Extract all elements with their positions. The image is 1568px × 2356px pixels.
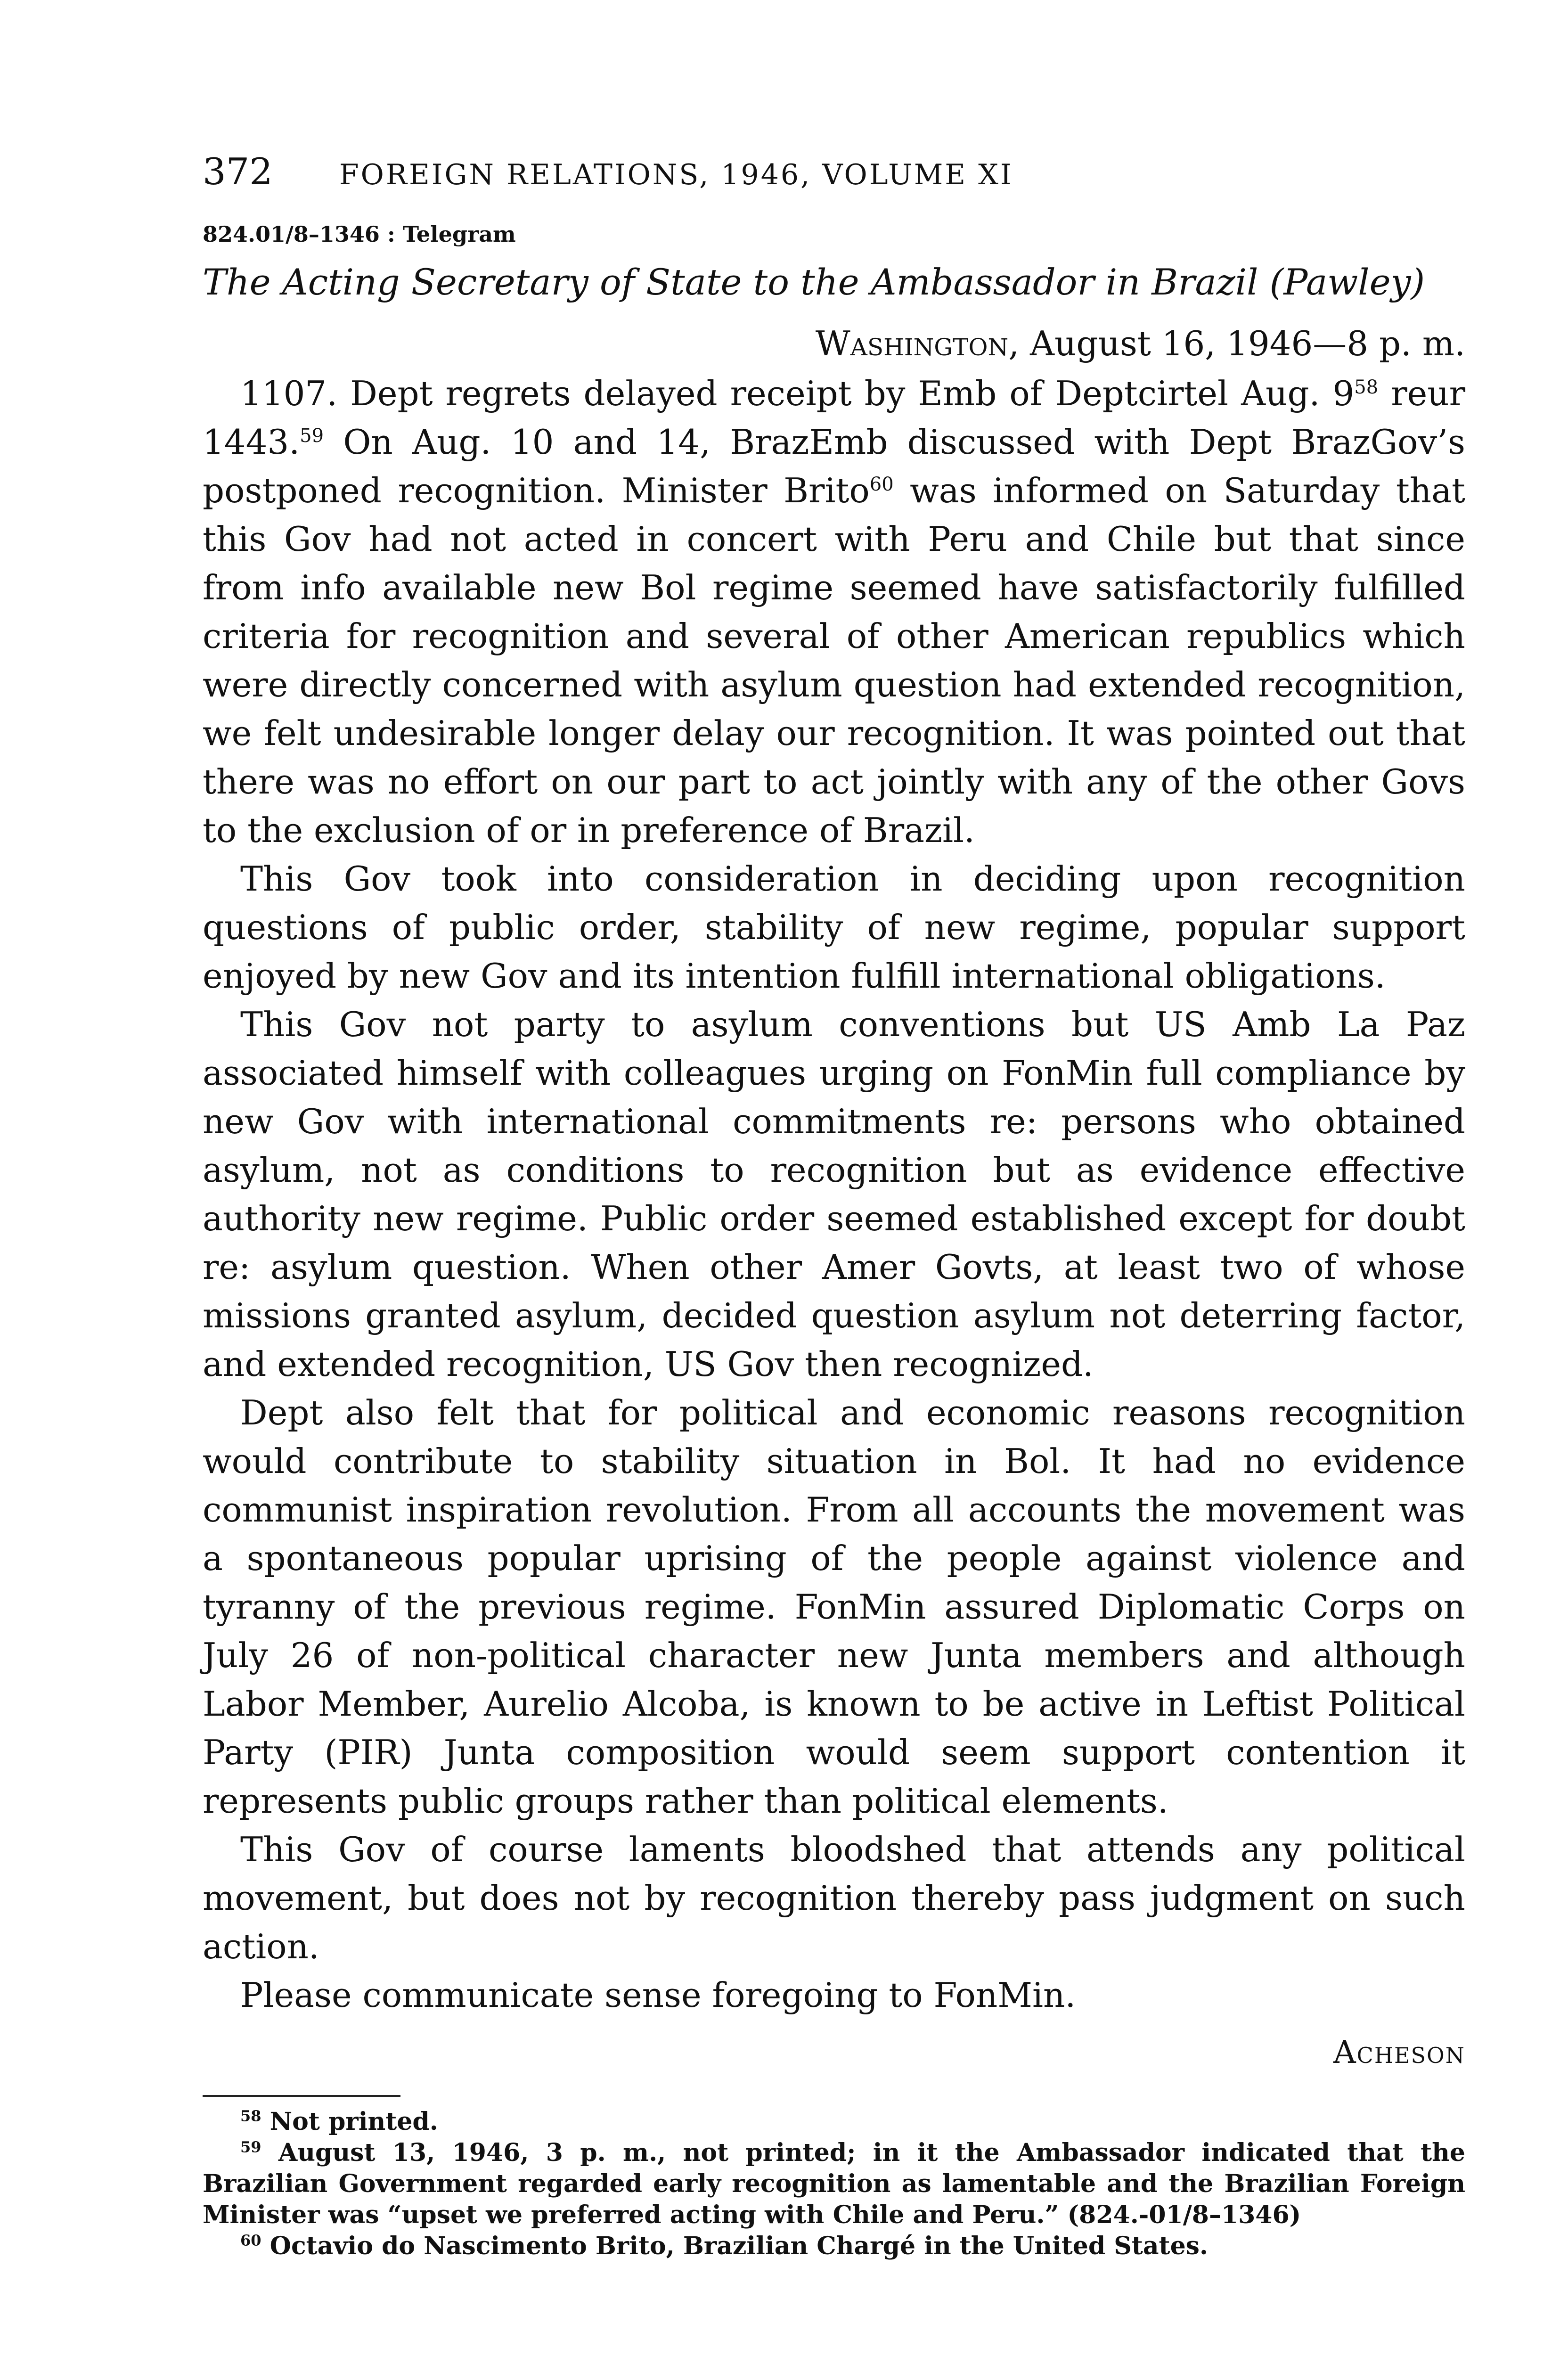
footnote-ref-60[interactable]: 60 [869,474,894,495]
signature: Acheson [1333,2034,1465,2070]
document-id: 824.01/8–1346 : Telegram [203,221,516,247]
paragraph-4: Dept also felt that for political and economic reasons recognition would contribute to stability situation in Bol. It had no evidence communist inspiration revolution. From all accounts the movement was a spontaneous popular uprising of the people against violence and tyranny of the previous regime. FonMin assured Diplomatic Corps on July 26 of non-political character new Junta members and although Labor Member, Aurelio Alcoba, is known to be active in Leftist Political Party (PIR) Junta composition would seem support contention it represents public groups rather than political elements. [203,1393,1465,1821]
paragraph-5: This Gov of course laments bloodshed that attends any political movement, but does not by recognition thereby pass judgment on such action. [203,1830,1465,1966]
running-head [203,151,1465,203]
running-title: FOREIGN RELATIONS, 1946, VOLUME XI [339,158,1013,191]
footnote-59: $^{59}$ August 13, 1946, 3 p. m., not printed; in it the Ambassador indicated that the Brazilian Government regarded early recognition as lamentable and the Brazilian Foreign Minister was “upset we preferred acting with Chile and Peru.” (824.-01/8–1346) [203,2138,1465,2229]
paragraph-1: 1107. Dept regrets delayed receipt by Emb of Deptcirtel Aug. $9^{58}$ reur 1443.59 On Aug. 10 and 14, BrazEmb discussed with Dept BrazGov’s postponed recognition. Minister Brito$^{60}$ was informed on Saturday that this Gov had not acted in concert with Peru and Chile but that since from info available new Bol regime seemed have satisfactorily fulfilled criteria for recognition and several of other American republics which were directly concerned with asylum question had extended recognition, we felt undesirable longer delay our recognition. It was pointed out that there was no effort on our part to act jointly with any of the other Govs to the exclusion of or in preference of Brazil. [203,374,1466,850]
paragraph-2: This Gov took into consideration in deciding upon recognition questions of public order, stability of new regime, popular support enjoyed by new Gov and its intention fulfill international obligations. [203,859,1465,996]
dateline-place: Washington, [815,324,1020,363]
paragraph-6: Please communicate sense foregoing to FonMin. [240,1975,1076,2015]
document-heading: The Acting Secretary of State to the Ambassador in Brazil (Pawley) [203,261,1425,303]
footnote-58: $^{58}$ Not printed. [240,2107,438,2136]
footnote-ref-58[interactable]: 58 [1354,376,1379,398]
paragraph-3: This Gov not party to asylum conventions but US Amb La Paz associated himself with colleagues urging on FonMin full compliance by new Gov with international commitments re: persons who obtained asylum, not as conditions to recognition but as evidence effective authority new regime. Public order seemed established except for doubt re: asylum question. When other Amer Govts, at least two of whose missions granted asylum, decided question asylum not deterring factor, and extended recognition, US Gov then recognized. [203,1005,1465,1384]
footnote-60: $^{60}$ Octavio do Nascimento Brito, Brazilian Chargé in the United States. [240,2231,1209,2260]
footnote-divider [203,2095,400,2097]
dateline-date: August 16, 1946—8 p. m. [1030,324,1465,363]
document-page [203,151,1465,2262]
footnote-ref-59[interactable]: 59 [300,425,324,447]
dateline [203,318,1465,369]
page-number: 372 [203,151,273,193]
